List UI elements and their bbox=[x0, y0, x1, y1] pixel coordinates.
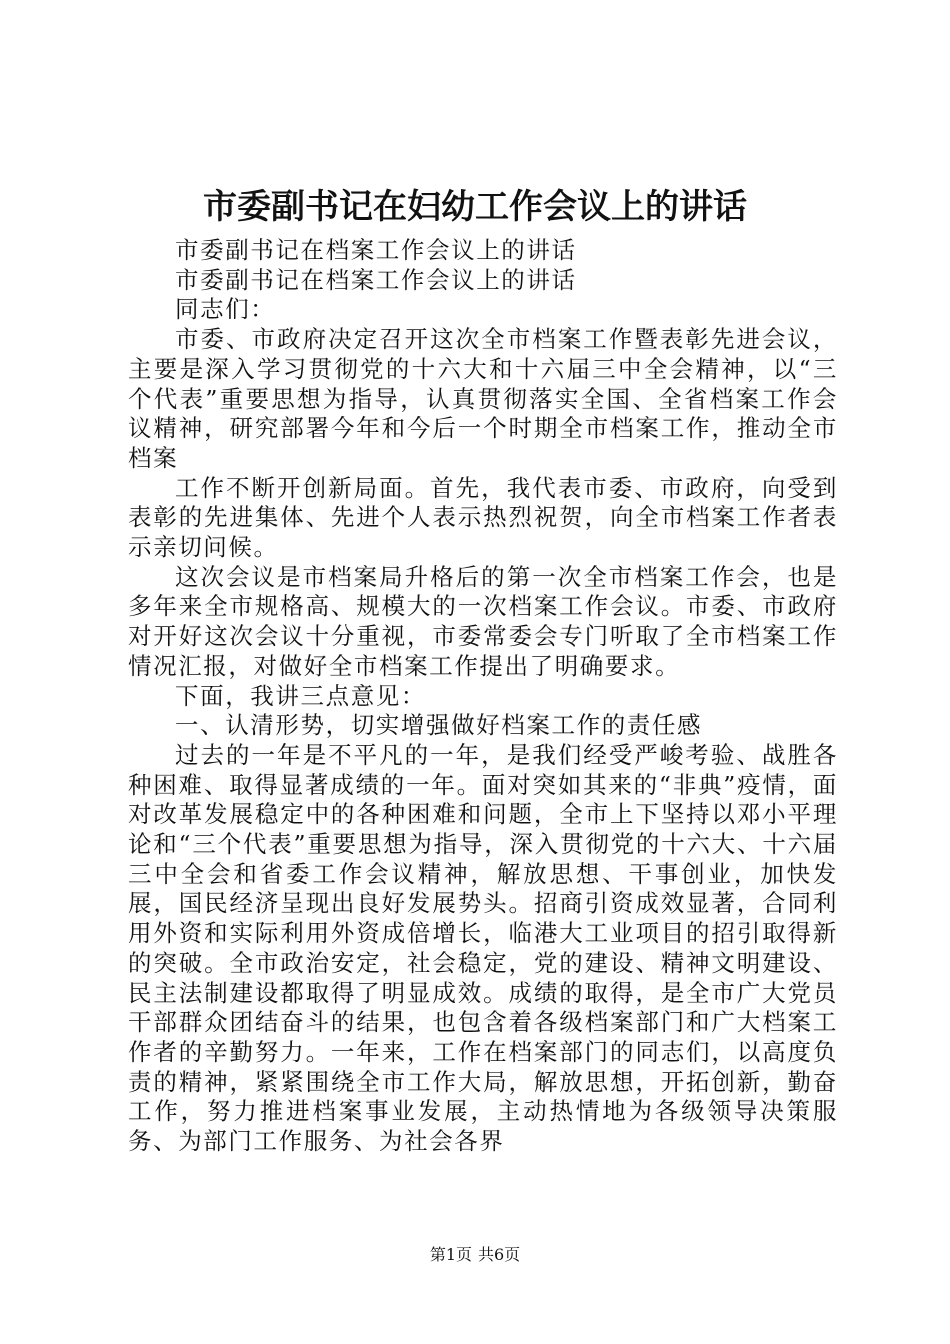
paragraph: 过去的一年是不平凡的一年，是我们经受严峻考验、战胜各种困难、取得显著成绩的一年。面对突如其来的“非典”疫情，面对改革发展稳定中的各种困难和问题，全市上下坚持以邓小平理论和“三个代表”重要思想为指导，深入贯彻党的十六大、十六届三中全会和省委工作会议精神，解放思想、干事创业，加快发展，国民经济呈现出良好发展势头。招商引资成效显著，合同利用外资和实际利用外资成倍增长，临港大工业项目的招引取得新的突破。全市政治安定，社会稳定，党的建设、精神文明建设、民主法制建设都取得了明显成效。成绩的取得，是全市广大党员干部群众团结奋斗的结果，也包含着各级档案部门和广大档案工作者的辛勤努力。一年来，工作在档案部门的同志们，以高度负责的精神，紧紧围绕全市工作大局，解放思想，开拓创新，勤奋工作，努力推进档案事业发展，主动热情地为各级领导决策服务、为部门工作服务、为社会各界 bbox=[128, 740, 838, 1156]
page-number: 第1页 bbox=[429, 1245, 472, 1264]
section-heading: 一、认清形势，切实增强做好档案工作的责任感 bbox=[175, 711, 703, 740]
page-footer bbox=[0, 1244, 950, 1266]
salutation: 同志们： bbox=[175, 295, 276, 324]
document-title: 市委副书记在妇幼工作会议上的讲话 bbox=[203, 187, 747, 227]
subtitle-line-2: 市委副书记在档案工作会议上的讲话 bbox=[175, 265, 577, 294]
paragraph: 这次会议是市档案局升格后的第一次全市档案工作会，也是多年来全市规格高、规模大的一次档案工作会议。市委、市政府对开好这次会议十分重视，市委常委会专门听取了全市档案工作情况汇报，对做好全市档案工作提出了明确要求。 bbox=[128, 562, 838, 680]
page-total: 共6页 bbox=[478, 1245, 521, 1264]
subtitle-line-1: 市委副书记在档案工作会议上的讲话 bbox=[175, 236, 577, 264]
paragraph: 市委、市政府决定召开这次全市档案工作暨表彰先进会议，主要是深入学习贯彻党的十六大和十六届三中全会精神，以“三个代表”重要思想为指导，认真贯彻落实全国、全省档案工作会议精神，研究部署今年和今后一个时期全市档案工作，推动全市档案 bbox=[128, 325, 838, 472]
paragraph: 工作不断开创新局面。首先，我代表市委、市政府，向受到表彰的先进集体、先进个人表示热烈祝贺，向全市档案工作者表示亲切问候。 bbox=[128, 473, 838, 562]
paragraph: 下面，我讲三点意见： bbox=[175, 681, 426, 710]
document-body bbox=[128, 236, 838, 1157]
